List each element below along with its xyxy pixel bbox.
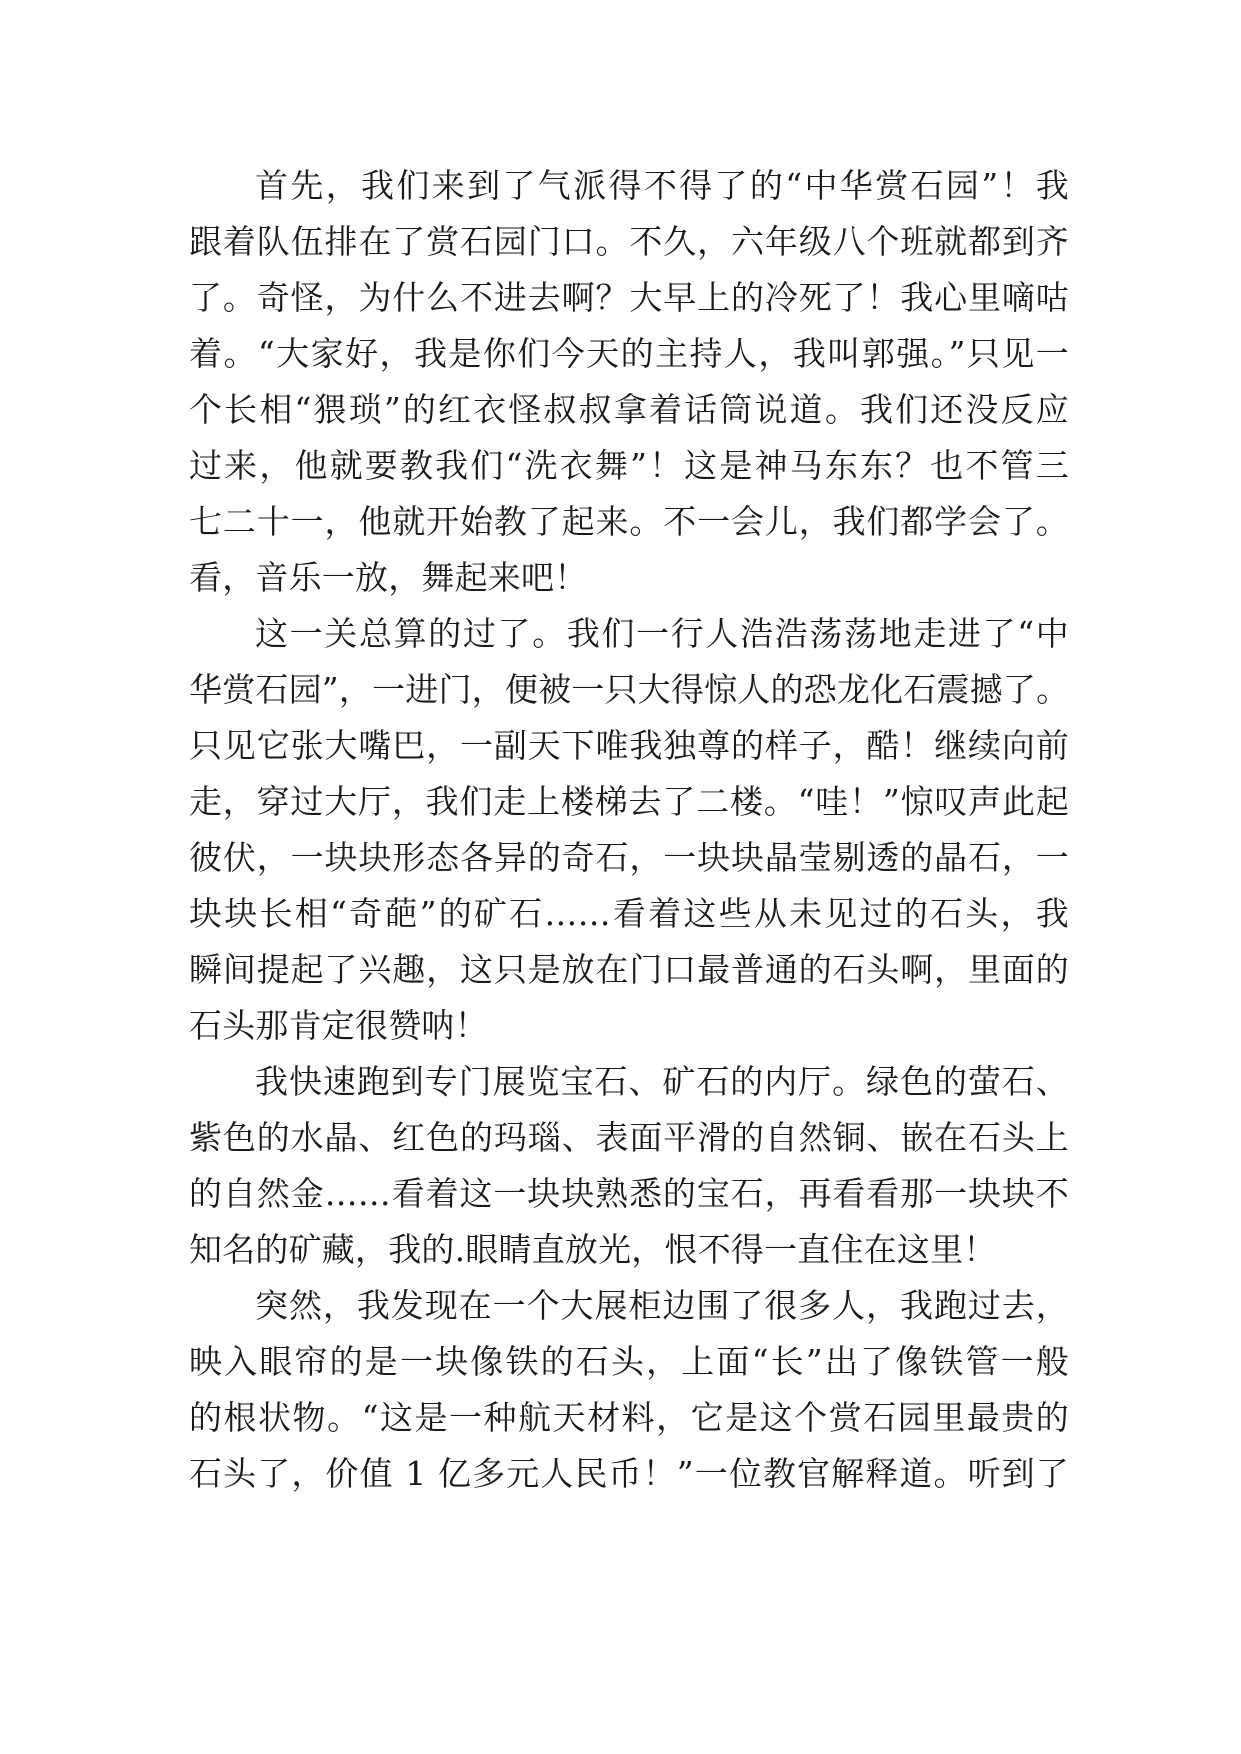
text-line: 过来，他就要教我们“洗衣舞”！这是神马东东？也不管三 (189, 446, 1069, 485)
text-line: 着。“大家好，我是你们今天的主持人，我叫郭强。”只见一 (189, 334, 1069, 373)
text-line: 突然，我发现在一个大展柜边围了很多人，我跑过去， (255, 1286, 1069, 1325)
text-line: 的根状物。“这是一种航天材料，它是这个赏石园里最贵的 (189, 1398, 1069, 1437)
text-line: 只见它张大嘴巴，一副天下唯我独尊的样子，酷！继续向前 (189, 726, 1069, 765)
text-line: 彼伏，一块块形态各异的奇石，一块块晶莹剔透的晶石，一 (189, 838, 1069, 877)
text-line: 知名的矿藏，我的.眼睛直放光，恨不得一直住在这里！ (189, 1230, 997, 1269)
text-line: 块块长相“奇葩”的矿石……看着这些从未见过的石头，我 (189, 894, 1069, 933)
text-line: 映入眼帘的是一块像铁的石头，上面“长”出了像铁管一般 (189, 1342, 1069, 1381)
text-line: 瞬间提起了兴趣，这只是放在门口最普通的石头啊，里面的 (189, 950, 1069, 989)
text-line: 紫色的水晶、红色的玛瑙、表面平滑的自然铜、嵌在石头上 (189, 1118, 1069, 1157)
text-line: 这一关总算的过了。我们一行人浩浩荡荡地走进了“中 (255, 614, 1069, 653)
text-line: 石头那肯定很赞呐！ (189, 1006, 488, 1045)
text-line: 走，穿过大厅，我们走上楼梯去了二楼。“哇！”惊叹声此起 (189, 782, 1069, 821)
text-line: 首先，我们来到了气派得不得了的“中华赏石园”！我 (255, 166, 1069, 205)
text-line: 的自然金……看着这一块块熟悉的宝石，再看看那一块块不 (189, 1174, 1069, 1213)
text-line: 石头了，价值 1 亿多元人民币！”一位教官解释道。听到了 (189, 1454, 1069, 1493)
text-line: 华赏石园”，一进门，便被一只大得惊人的恐龙化石震撼了。 (189, 670, 1070, 709)
text-line: 跟着队伍排在了赏石园门口。不久，六年级八个班就都到齐 (189, 222, 1069, 261)
text-line: 七二十一，他就开始教了起来。不一会儿，我们都学会了。 (189, 502, 1069, 541)
text-line: 个长相“猥琐”的红衣怪叔叔拿着话筒说道。我们还没反应 (189, 390, 1069, 429)
text-line: 我快速跑到专门展览宝石、矿石的内厅。绿色的萤石、 (255, 1062, 1069, 1101)
text-line: 看，音乐一放，舞起来吧！ (189, 558, 588, 597)
text-line: 了。奇怪，为什么不进去啊？大早上的冷死了！我心里嘀咕 (189, 278, 1069, 317)
